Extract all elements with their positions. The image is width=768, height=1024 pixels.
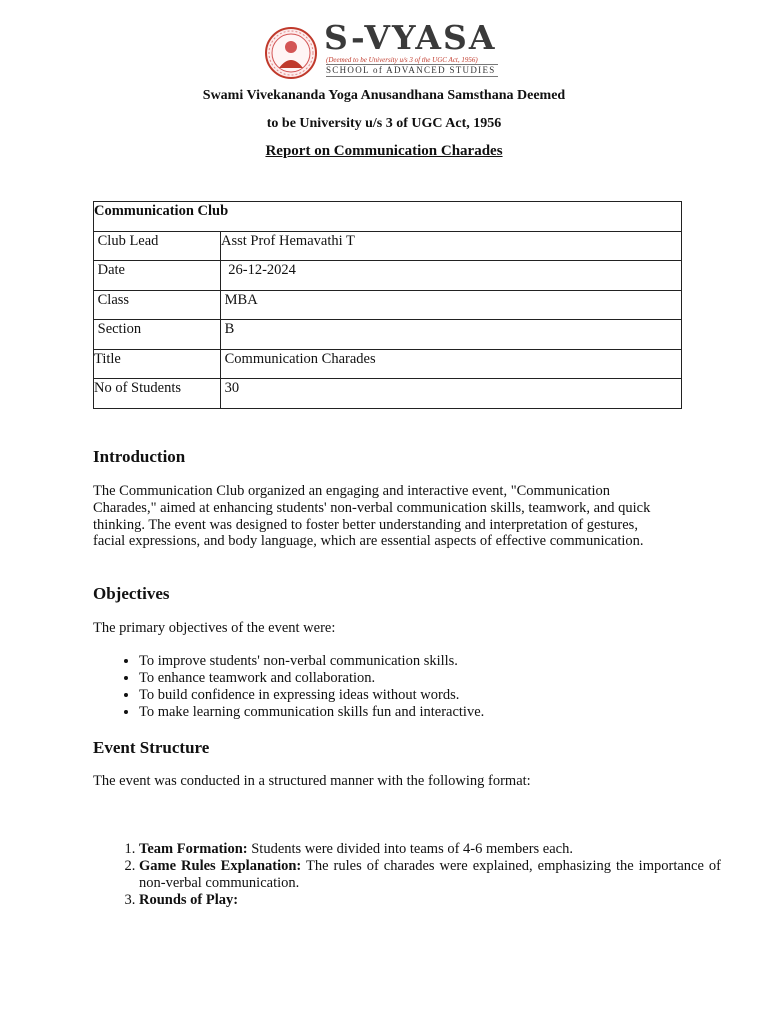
objectives-heading: Objectives — [93, 584, 170, 603]
table-value-cell — [221, 349, 682, 379]
row-key: Section — [94, 321, 142, 337]
introduction-heading: Introduction — [93, 447, 186, 466]
table-key-cell — [94, 320, 221, 350]
list-item — [139, 841, 721, 858]
row-value: 26-12-2024 — [221, 262, 296, 278]
step-text: The rules of charades were explained, emphasizing the importance of non-verbal communication. — [139, 858, 721, 891]
row-value: 30 — [221, 380, 240, 396]
step-text: Students were divided into teams of 4-6 members each. — [247, 841, 573, 857]
row-key: Date — [94, 262, 125, 278]
logo-school-line: SCHOOL of ADVANCED STUDIES — [326, 65, 496, 75]
row-key: No of Students — [94, 380, 181, 396]
table-row — [94, 320, 682, 350]
list-item: • To make learning communication skills fun and interactive. — [139, 704, 729, 721]
info-table — [93, 201, 682, 409]
list-item: • To build confidence in expressing ideas without words. — [139, 687, 729, 704]
event-structure-heading: Event Structure — [93, 738, 210, 757]
event-structure-intro: The event was conducted in a structured manner with the following format: — [93, 773, 531, 789]
row-value: B — [221, 321, 235, 337]
table-value-cell — [221, 231, 682, 261]
table-row — [94, 202, 682, 232]
table-row — [94, 379, 682, 409]
table-key-cell — [94, 290, 221, 320]
logo-tagline: (Deemed to be University u/s 3 of the UGC Act, 1956) — [326, 56, 478, 64]
report-title: Report on Communication Charades — [265, 143, 503, 159]
table-heading: Communication Club — [94, 203, 229, 219]
list-item — [139, 892, 721, 909]
introduction-text: The Communication Club organized an engaging and interactive event, "Communication Charades," aimed at enhancing students' non-verbal communication skills, teamwork, and quick thinking. The event was designed to foster better understanding and interpretation of gestures, facial expressions, and body language, which are essential aspects of effective communication. — [93, 483, 651, 550]
event-steps-list — [93, 841, 721, 909]
row-value: Communication Charades — [221, 350, 376, 367]
objectives-list — [93, 653, 729, 721]
row-value: MBA — [221, 291, 258, 308]
university-seal-icon — [264, 26, 318, 80]
table-value-cell — [221, 379, 682, 409]
university-logo — [264, 18, 504, 80]
row-key: Class — [94, 291, 130, 308]
table-key-cell — [94, 231, 221, 261]
table-row — [94, 349, 682, 379]
table-value-cell — [221, 261, 682, 291]
table-value-cell — [221, 320, 682, 350]
university-name-line1: Swami Vivekananda Yoga Anusandhana Samsthana Deemed — [202, 88, 566, 103]
table-key-cell — [94, 379, 221, 409]
table-row — [94, 231, 682, 261]
step-label: Team Formation: — [139, 841, 248, 857]
logo-divider — [326, 76, 498, 77]
logo-wordmark: S-VYASA — [324, 18, 497, 57]
list-item — [139, 858, 721, 892]
table-row — [94, 290, 682, 320]
university-name-line2: to be University u/s 3 of UGC Act, 1956 — [266, 116, 502, 131]
objectives-intro: The primary objectives of the event were: — [93, 620, 336, 636]
table-heading-cell — [94, 202, 682, 232]
row-value: Asst Prof Hemavathi T — [221, 232, 355, 249]
step-label: Game Rules Explanation: — [139, 858, 302, 874]
table-key-cell — [94, 349, 221, 379]
row-key: Club Lead — [94, 232, 159, 249]
step-label: Rounds of Play: — [139, 892, 239, 908]
table-value-cell — [221, 290, 682, 320]
list-item: • To enhance teamwork and collaboration. — [139, 670, 729, 687]
row-key: Title — [94, 350, 121, 367]
list-item: • To improve students' non-verbal communication skills. — [139, 653, 729, 670]
table-row — [94, 261, 682, 291]
table-key-cell — [94, 261, 221, 291]
